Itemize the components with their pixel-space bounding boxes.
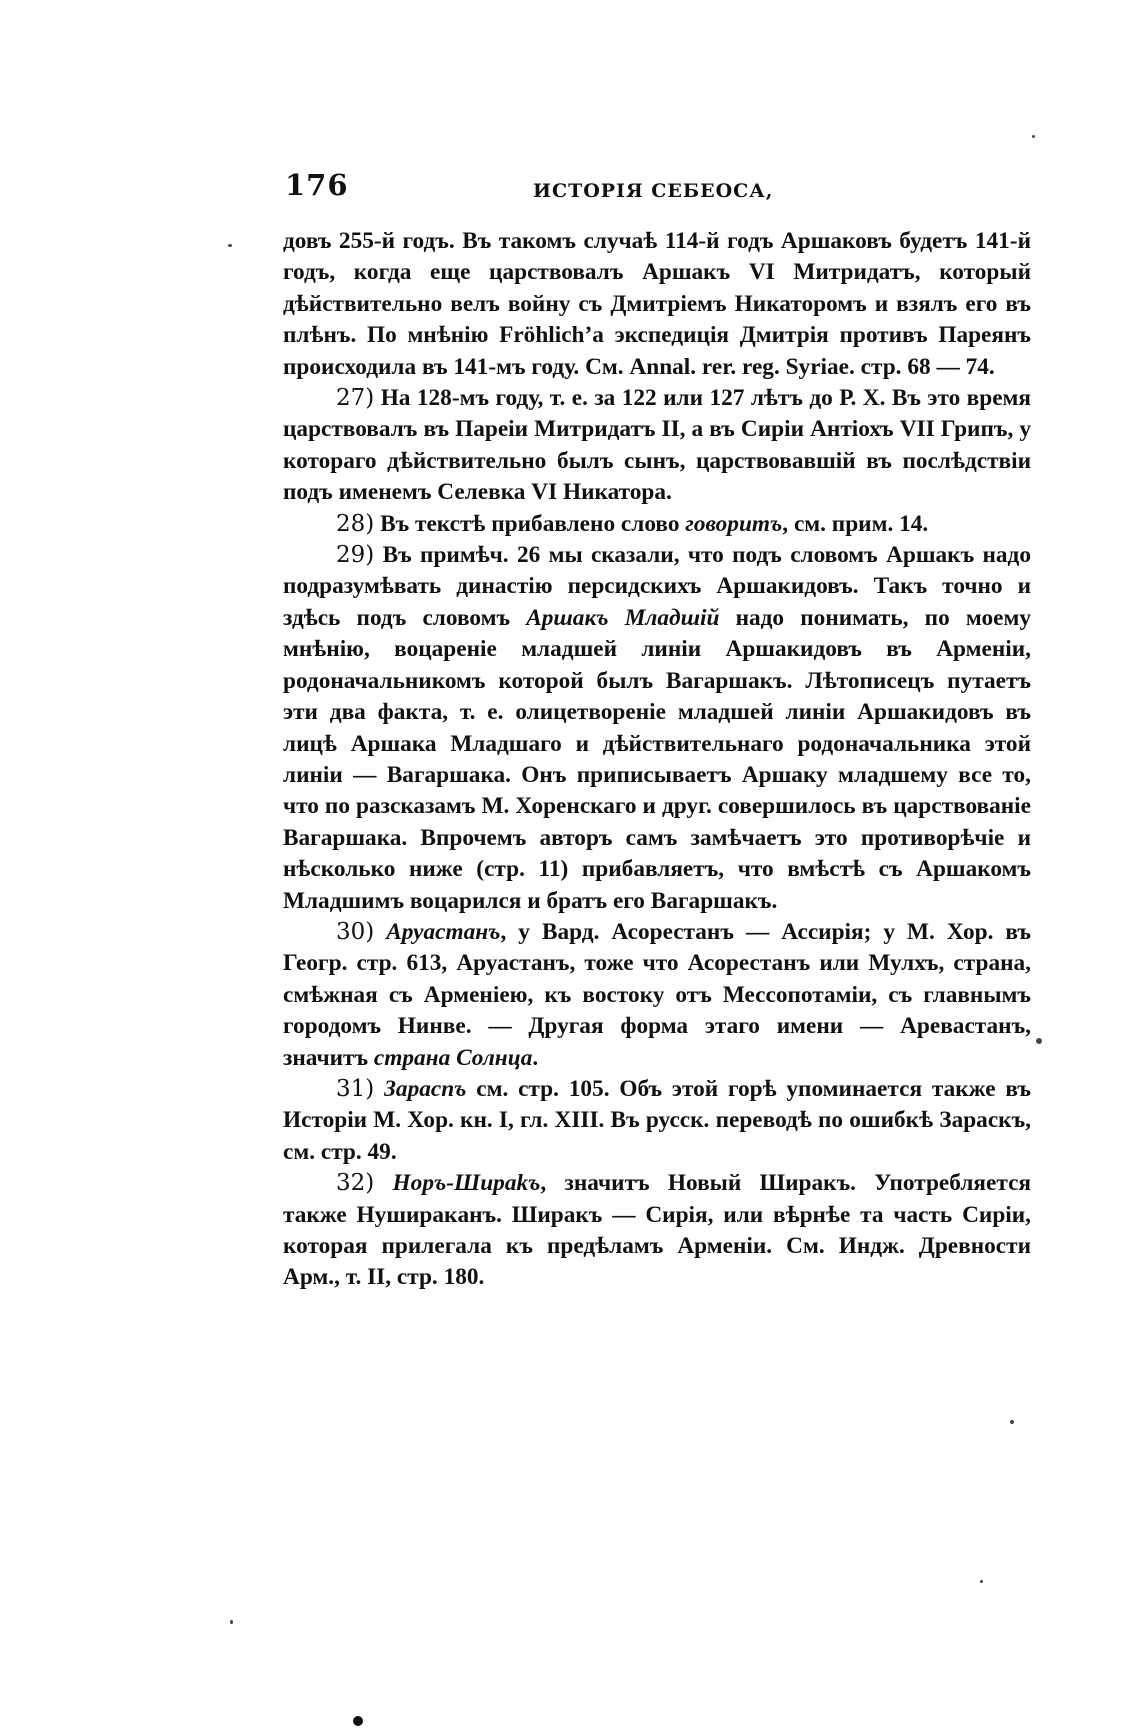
- page-header: [285, 168, 1030, 208]
- note-text: , у Вард. Асорестанъ — Ассирія; у М. Хор. въ Геогр. стр. 613, Аруастанъ, тоже что Асорестанъ или Мулхъ, страна, смѣжная съ Арменіею, къ востоку отъ Мессопотаміи, съ главнымъ городомъ Нинве. — Другая форма этаго имени — Аревастанъ, значитъ: [283, 918, 1032, 1071]
- paragraph-continuation: [283, 226, 1031, 383]
- note-32: [283, 1168, 1031, 1294]
- note-number: 31): [336, 1075, 375, 1102]
- note-text-tail: см. стр. 105. Объ этой горѣ упоминается также въ Исторіи М. Хор. кн. I, гл. XIII. Въ русск. переводѣ по ошибкѣ Зараскъ, см. стр. 49.: [283, 1075, 1031, 1165]
- note-29: [283, 540, 1031, 917]
- scan-speck: [1036, 1038, 1042, 1044]
- note-text-tail: , значитъ Новый Ширакъ. Употребляется также Нуширакaнъ. Ширакъ — Сирія, или вѣрнѣе та часть Сиріи, которая прилегала къ предѣламъ Арменіи. См. Индж. Древности Арм., т. II, стр. 180.: [283, 1170, 1032, 1291]
- note-30: [283, 917, 1031, 1074]
- note-28: [283, 509, 1031, 540]
- note-number: 27): [336, 385, 375, 412]
- scan-speck: [1010, 1420, 1014, 1424]
- note-italic-term: говоритъ: [685, 510, 783, 537]
- note-italic-term-2: страна Солнца: [373, 1044, 533, 1071]
- note-italic-term: Аруастанъ: [386, 918, 501, 945]
- paragraph-text: довъ 255-й годъ. Въ такомъ случаѣ 114-й годъ Аршаковъ будетъ 141-й годъ, когда еще царствовалъ Аршакъ VI Митридатъ, который дѣйствительно велъ войну съ Дмитріемъ Никаторомъ и взялъ его въ плѣнъ. По мнѣнію Fröhlich’а экспедиція Дмитрія противъ Пареянъ происходила въ 141-мъ году. См. Annal. rer. reg. Syriae. стр. 68 — 74.: [283, 228, 1031, 380]
- note-text: На 128-мъ году, т. е. за 122 или 127 лѣтъ до Р. Х. Въ это время царствовалъ въ Пареіи Митридатъ II, а въ Сиріи Антіохъ VII Грипъ, у котораго дѣйствительно былъ сынъ, царствовавшій въ послѣдствіи подъ именемъ Селевка VI Никатора.: [283, 385, 1032, 506]
- scan-speck: [980, 1580, 983, 1583]
- note-31: [283, 1074, 1031, 1168]
- note-number: 30): [336, 918, 375, 945]
- note-text: Въ текстѣ прибавлено слово: [380, 510, 680, 537]
- scan-speck: [353, 1716, 363, 1726]
- note-italic-term: Зараспъ: [384, 1075, 467, 1102]
- note-number: 32): [336, 1170, 375, 1197]
- page-body: [283, 226, 1031, 1294]
- note-text-tail: надо понимать, по моему мнѣнію, воцареніе младшей линіи Аршакидовъ въ Арменіи, родоначальникомъ которой былъ Вагаршакъ. Лѣтописецъ путаетъ эти два факта, т. е. олицетвореніе младшей линіи Аршакидовъ въ лицѣ Аршака Младшаго и дѣйствительнаго родоначальника этой линіи — Вагаршака. Онъ приписываетъ Аршаку младшему все то, что по разсказамъ М. Хоренскаго и друг. совершилось въ царствованіе Вагаршака. Впрочемъ авторъ самъ замѣчаетъ это противорѣчіе и нѣсколько ниже (стр. 11) прибавляетъ, что вмѣстѣ съ Аршакомъ Младшимъ воцарился и братъ его Вагаршакъ.: [283, 604, 1031, 914]
- note-text-tail: , см. прим. 14.: [782, 510, 929, 537]
- note-text: Въ примѣч. 26 мы сказали, что подъ словомъ Аршакъ надо подразумѣвать династію персидскихъ Аршакидовъ. Такъ точно и здѣсь подъ словомъ: [283, 542, 1031, 631]
- note-number: 28): [336, 510, 375, 537]
- note-27: [283, 383, 1031, 509]
- page-number: 176: [285, 168, 349, 202]
- note-text-tail: .: [532, 1044, 539, 1071]
- note-italic-term: Аршакъ Младшій: [526, 604, 720, 631]
- scan-speck: [228, 244, 232, 247]
- running-title: ИСТОРІЯ СЕБЕОСА,: [533, 180, 774, 202]
- scan-speck: [230, 1620, 233, 1624]
- scan-speck: [1032, 135, 1035, 138]
- note-italic-term: Норъ-Шираkъ: [392, 1170, 541, 1197]
- note-number: 29): [336, 542, 375, 569]
